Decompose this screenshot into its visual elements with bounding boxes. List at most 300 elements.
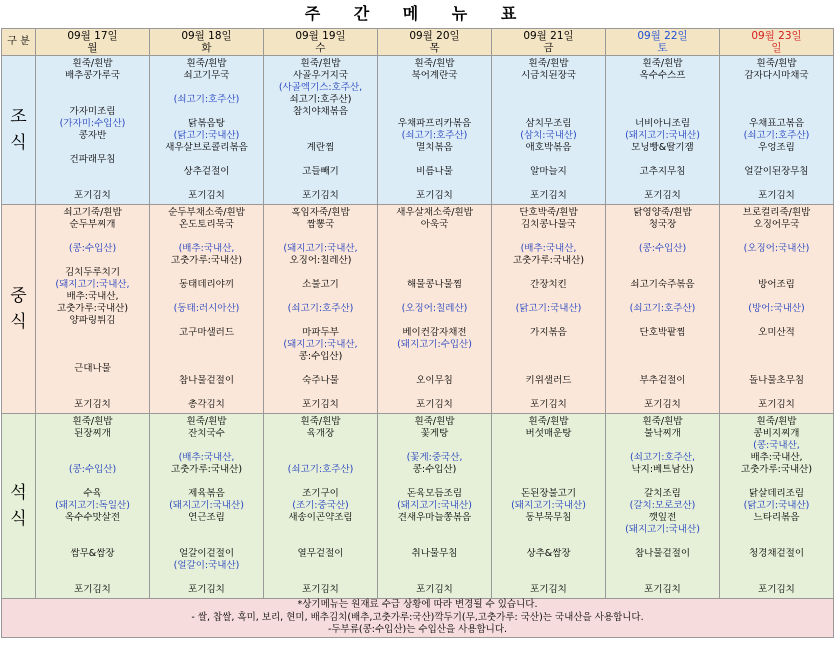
menu-item bbox=[606, 178, 719, 190]
menu-item: 열무겉절이 bbox=[297, 548, 344, 559]
menu-item bbox=[492, 154, 605, 166]
menu-item: (콩:국내산, bbox=[753, 440, 800, 451]
menu-cell bbox=[36, 56, 150, 205]
menu-item: 흰죽/흰밥 bbox=[756, 58, 797, 69]
menu-item: 포기김치 bbox=[758, 584, 795, 595]
menu-item bbox=[150, 476, 263, 488]
menu-item: (돼지고기:국내산) bbox=[511, 500, 586, 511]
menu-item: 김치두루치기 bbox=[64, 267, 121, 278]
menu-cell bbox=[720, 205, 834, 414]
page-title: 주 간 메 뉴 표 bbox=[304, 4, 531, 23]
day-weekday: 금 bbox=[543, 42, 554, 54]
day-header bbox=[264, 29, 378, 56]
menu-item bbox=[606, 291, 719, 303]
menu-item bbox=[492, 339, 605, 351]
menu-item: 간장치킨 bbox=[530, 279, 567, 290]
menu-item bbox=[378, 231, 491, 243]
menu-cell bbox=[264, 414, 378, 599]
menu-item: (꽃게:중국산, bbox=[406, 452, 463, 463]
menu-item bbox=[606, 231, 719, 243]
menu-item bbox=[378, 572, 491, 584]
menu-item bbox=[378, 178, 491, 190]
menu-item: 고춧가루:국내산) bbox=[170, 464, 243, 475]
menu-item: 방어조림 bbox=[758, 279, 795, 290]
menu-item: 포기김치 bbox=[758, 399, 795, 410]
menu-item: 견새우마늘쫑볶음 bbox=[397, 512, 472, 523]
menu-item: 얼갈이된장무침 bbox=[744, 166, 809, 177]
menu-item: 닭영양죽/흰밥 bbox=[633, 207, 692, 218]
menu-item: 오미산적 bbox=[758, 327, 795, 338]
menu-item: 짬뽕국 bbox=[306, 219, 335, 230]
menu-item: 우채표고볶음 bbox=[748, 118, 805, 129]
menu-item bbox=[492, 231, 605, 243]
menu-item: 쌈무&쌈장 bbox=[70, 548, 115, 559]
menu-item bbox=[378, 524, 491, 536]
menu-item: 단호박죽/흰밥 bbox=[519, 207, 578, 218]
menu-item: 흰죽/흰밥 bbox=[414, 416, 455, 427]
menu-item: (갈치:모로코산) bbox=[629, 500, 696, 511]
menu-item: (쇠고기:호주산, bbox=[630, 452, 695, 463]
menu-item bbox=[492, 351, 605, 363]
menu-item: 돈육모듬조림 bbox=[406, 488, 463, 499]
menu-item bbox=[264, 363, 377, 375]
menu-item: 고구마샐러드 bbox=[178, 327, 235, 338]
menu-cell bbox=[378, 56, 492, 205]
menu-item bbox=[720, 291, 833, 303]
menu-item bbox=[264, 118, 377, 130]
menu-item: 양파링튀김 bbox=[69, 315, 116, 326]
menu-item: (동태:러시아산) bbox=[173, 303, 240, 314]
menu-item: 오이무침 bbox=[416, 375, 453, 386]
menu-item bbox=[150, 267, 263, 279]
menu-item: 꽃게탕 bbox=[420, 428, 449, 439]
menu-item: 옥수수스프 bbox=[639, 70, 686, 81]
menu-item bbox=[606, 476, 719, 488]
menu-item: 포기김치 bbox=[74, 190, 111, 201]
menu-item: (콩:수입산) bbox=[638, 243, 687, 254]
menu-item bbox=[378, 363, 491, 375]
footer-note: -두부류(콩:수입산)는 수입산을 사용합니다. bbox=[327, 624, 508, 635]
menu-item: (돼지고기:국내산) bbox=[397, 500, 472, 511]
menu-item: 포기김치 bbox=[644, 190, 681, 201]
menu-item bbox=[378, 476, 491, 488]
menu-cell bbox=[720, 56, 834, 205]
menu-item: (콩:수입산) bbox=[68, 243, 117, 254]
menu-item bbox=[720, 267, 833, 279]
menu-item: 쇠고기:호주산) bbox=[289, 94, 352, 105]
meal-label: 중 식 bbox=[2, 205, 36, 414]
menu-item: 육개장 bbox=[306, 428, 335, 439]
menu-item: 갈치조림 bbox=[644, 488, 681, 499]
menu-item: 연근조림 bbox=[188, 512, 225, 523]
day-date: 09월 18일 bbox=[181, 30, 232, 42]
day-date: 09월 23일 bbox=[751, 30, 802, 42]
menu-item: 새우살브로콜리볶음 bbox=[165, 142, 248, 153]
menu-item: 흰죽/흰밥 bbox=[528, 416, 569, 427]
menu-item bbox=[36, 166, 149, 178]
menu-item: 아욱국 bbox=[420, 219, 449, 230]
menu-item bbox=[36, 327, 149, 339]
menu-item bbox=[492, 387, 605, 399]
menu-item bbox=[36, 524, 149, 536]
menu-item bbox=[720, 82, 833, 94]
day-header bbox=[606, 29, 720, 56]
meal-row bbox=[2, 205, 834, 414]
menu-item: (돼지고기:수입산) bbox=[397, 339, 472, 350]
footer-row bbox=[2, 599, 834, 638]
menu-item bbox=[378, 536, 491, 548]
menu-item: 알마늘지 bbox=[530, 166, 567, 177]
menu-item: 단호박팥찜 bbox=[639, 327, 686, 338]
day-weekday: 화 bbox=[201, 42, 212, 54]
menu-item bbox=[150, 536, 263, 548]
menu-item: 온도토리묵국 bbox=[178, 219, 235, 230]
day-header bbox=[378, 29, 492, 56]
menu-item: 콩:수입산) bbox=[412, 464, 457, 475]
day-date: 09월 19일 bbox=[295, 30, 346, 42]
menu-item bbox=[606, 536, 719, 548]
menu-item: 청국장 bbox=[648, 219, 677, 230]
menu-item bbox=[150, 339, 263, 351]
menu-item bbox=[36, 255, 149, 267]
menu-item: 참치야채볶음 bbox=[292, 106, 349, 117]
menu-cell bbox=[264, 56, 378, 205]
menu-item bbox=[720, 255, 833, 267]
weekly-menu-table bbox=[1, 28, 834, 638]
menu-item: 포기김치 bbox=[530, 190, 567, 201]
menu-item: 상추&쌈장 bbox=[526, 548, 571, 559]
menu-item: 수육 bbox=[83, 488, 102, 499]
menu-item bbox=[150, 524, 263, 536]
menu-item bbox=[606, 351, 719, 363]
menu-item: 흰죽/흰밥 bbox=[300, 58, 341, 69]
menu-item bbox=[150, 231, 263, 243]
menu-item bbox=[264, 560, 377, 572]
menu-item bbox=[36, 339, 149, 351]
menu-item bbox=[378, 440, 491, 452]
menu-item: 포기김치 bbox=[74, 584, 111, 595]
menu-cell bbox=[150, 56, 264, 205]
menu-item: 고춧가루:국내산) bbox=[56, 303, 129, 314]
menu-item bbox=[150, 351, 263, 363]
menu-item: (돼지고기:국내산) bbox=[625, 130, 700, 141]
menu-cell bbox=[36, 205, 150, 414]
menu-item bbox=[150, 82, 263, 94]
menu-item: 쇠고기죽/흰밥 bbox=[63, 207, 122, 218]
menu-item: 오징어무국 bbox=[753, 219, 800, 230]
menu-item bbox=[720, 476, 833, 488]
menu-item bbox=[720, 154, 833, 166]
menu-item: 흰죽/흰밥 bbox=[642, 58, 683, 69]
menu-item bbox=[378, 291, 491, 303]
menu-item bbox=[264, 536, 377, 548]
menu-cell bbox=[606, 56, 720, 205]
menu-item: 동부묵무침 bbox=[525, 512, 572, 523]
menu-item bbox=[720, 363, 833, 375]
menu-item bbox=[720, 572, 833, 584]
menu-item bbox=[36, 387, 149, 399]
menu-item: 배추:국내산, bbox=[750, 452, 803, 463]
menu-item bbox=[606, 267, 719, 279]
menu-item bbox=[720, 560, 833, 572]
menu-item: (돼지고기:국내산, bbox=[283, 339, 358, 350]
menu-item bbox=[150, 387, 263, 399]
menu-item: 포기김치 bbox=[644, 399, 681, 410]
menu-item: (닭고기:국내산) bbox=[173, 130, 240, 141]
menu-item bbox=[492, 363, 605, 375]
menu-item bbox=[606, 106, 719, 118]
menu-item: 흰죽/흰밥 bbox=[414, 58, 455, 69]
menu-cell bbox=[720, 414, 834, 599]
day-header bbox=[492, 29, 606, 56]
day-date: 09월 20일 bbox=[409, 30, 460, 42]
menu-item bbox=[150, 363, 263, 375]
menu-item bbox=[492, 464, 605, 476]
menu-item bbox=[492, 476, 605, 488]
day-date: 09월 17일 bbox=[67, 30, 118, 42]
menu-item bbox=[264, 315, 377, 327]
menu-item: (돼지고기:국내산, bbox=[55, 279, 130, 290]
menu-item: 사골우거지국 bbox=[292, 70, 349, 81]
menu-item bbox=[606, 154, 719, 166]
day-header bbox=[36, 29, 150, 56]
menu-item bbox=[36, 572, 149, 584]
menu-item: 참나물겉절이 bbox=[178, 375, 235, 386]
menu-item: 포기김치 bbox=[302, 584, 339, 595]
menu-item: 흑임자죽/흰밥 bbox=[291, 207, 350, 218]
gubun-header: 구 분 bbox=[2, 29, 36, 56]
menu-item: 쇠고기무국 bbox=[183, 70, 230, 81]
menu-item bbox=[720, 231, 833, 243]
day-weekday: 목 bbox=[429, 42, 440, 54]
menu-item: 고들빼기 bbox=[302, 166, 339, 177]
menu-item: 마파두부 bbox=[302, 327, 339, 338]
menu-item bbox=[264, 291, 377, 303]
menu-item: 김치콩나물국 bbox=[520, 219, 577, 230]
menu-item: (쇠고기:호주산) bbox=[287, 464, 354, 475]
menu-item bbox=[150, 106, 263, 118]
menu-item: 베이컨감자채전 bbox=[402, 327, 467, 338]
menu-item bbox=[378, 106, 491, 118]
menu-item bbox=[720, 536, 833, 548]
day-weekday: 일 bbox=[771, 42, 782, 54]
menu-item bbox=[264, 387, 377, 399]
menu-item bbox=[378, 82, 491, 94]
menu-cell bbox=[606, 414, 720, 599]
menu-item: (돼지고기:국내산) bbox=[169, 500, 244, 511]
menu-item bbox=[36, 82, 149, 94]
menu-item: 고춧가루:국내산) bbox=[512, 255, 585, 266]
menu-item: 포기김치 bbox=[188, 584, 225, 595]
menu-item: (사골엑기스:호주산, bbox=[278, 82, 363, 93]
meal-label: 석 식 bbox=[2, 414, 36, 599]
menu-item: 고춧가루:국내산) bbox=[740, 464, 813, 475]
menu-item: 멸치볶음 bbox=[416, 142, 453, 153]
day-weekday: 월 bbox=[87, 42, 98, 54]
menu-item bbox=[264, 130, 377, 142]
menu-item: 동태데리야끼 bbox=[178, 279, 235, 290]
menu-item: 버섯매운탕 bbox=[525, 428, 572, 439]
menu-item: 흰죽/흰밥 bbox=[528, 58, 569, 69]
menu-item: 흰죽/흰밥 bbox=[186, 416, 227, 427]
menu-item bbox=[378, 255, 491, 267]
day-header bbox=[720, 29, 834, 56]
day-date: 09월 22일 bbox=[637, 30, 688, 42]
menu-item bbox=[378, 315, 491, 327]
menu-item: 감자다시마채국 bbox=[744, 70, 809, 81]
menu-item: 고춧가루:국내산) bbox=[170, 255, 243, 266]
menu-item: 배추콩가루국 bbox=[64, 70, 121, 81]
menu-item: 포기김치 bbox=[530, 399, 567, 410]
menu-item bbox=[492, 178, 605, 190]
menu-item: 포기김치 bbox=[416, 584, 453, 595]
menu-item bbox=[378, 351, 491, 363]
menu-item bbox=[36, 452, 149, 464]
menu-item: (배추:국내산, bbox=[520, 243, 577, 254]
footer-note: - 쌀, 찹쌀, 흑미, 보리, 현미, 배추김치(배추,고춧가루:국산)깍두기(무,고춧가루: 국산)는 국내산을 사용합니다. bbox=[191, 611, 644, 623]
meal-label: 조 식 bbox=[2, 56, 36, 205]
menu-item: 돌나물초무침 bbox=[748, 375, 805, 386]
menu-item: 닭볶음탕 bbox=[188, 118, 225, 129]
menu-item bbox=[606, 440, 719, 452]
menu-item bbox=[720, 106, 833, 118]
menu-item bbox=[492, 82, 605, 94]
menu-item: 새송이곤약조림 bbox=[288, 512, 353, 523]
footer-notes bbox=[2, 599, 834, 638]
menu-item: 포기김치 bbox=[74, 399, 111, 410]
menu-item: 얼갈이겉절이 bbox=[178, 548, 235, 559]
menu-item: (가자미:수입산) bbox=[59, 118, 126, 129]
menu-item bbox=[378, 94, 491, 106]
menu-item: 모닝빵&딸기잼 bbox=[631, 142, 694, 153]
menu-cell bbox=[36, 414, 150, 599]
menu-item: 제육볶음 bbox=[188, 488, 225, 499]
menu-item bbox=[720, 94, 833, 106]
menu-item: 해물콩나물찜 bbox=[406, 279, 463, 290]
menu-item: 상추겉절이 bbox=[183, 166, 230, 177]
menu-item bbox=[720, 315, 833, 327]
menu-item bbox=[36, 560, 149, 572]
menu-item: 우채파프리카볶음 bbox=[397, 118, 472, 129]
menu-item bbox=[492, 524, 605, 536]
menu-item: (배추:국내산, bbox=[178, 452, 235, 463]
menu-item bbox=[492, 291, 605, 303]
menu-item: (쇠고기:호주산) bbox=[173, 94, 240, 105]
menu-item: 근대나물 bbox=[74, 363, 111, 374]
menu-item: 비름나물 bbox=[416, 166, 453, 177]
menu-item: 포기김치 bbox=[302, 190, 339, 201]
menu-item bbox=[606, 387, 719, 399]
menu-item: 소불고기 bbox=[302, 279, 339, 290]
menu-item: 포기김치 bbox=[758, 190, 795, 201]
menu-item bbox=[606, 363, 719, 375]
menu-item bbox=[150, 154, 263, 166]
menu-cell bbox=[150, 414, 264, 599]
menu-item bbox=[264, 267, 377, 279]
menu-item bbox=[150, 178, 263, 190]
menu-item: 새우살채소죽/흰밥 bbox=[396, 207, 473, 218]
menu-cell bbox=[378, 414, 492, 599]
menu-item: 깻잎전 bbox=[648, 512, 677, 523]
menu-item: 우엉조림 bbox=[758, 142, 795, 153]
menu-item bbox=[36, 476, 149, 488]
menu-item bbox=[36, 440, 149, 452]
menu-item: (돼지고기:국내산, bbox=[283, 243, 358, 254]
menu-item bbox=[264, 178, 377, 190]
menu-item bbox=[606, 255, 719, 267]
menu-item bbox=[720, 351, 833, 363]
menu-item: 참나물겉절이 bbox=[634, 548, 691, 559]
menu-item bbox=[36, 142, 149, 154]
menu-item: 콩비지찌개 bbox=[753, 428, 800, 439]
menu-item bbox=[492, 560, 605, 572]
menu-item bbox=[150, 440, 263, 452]
menu-item bbox=[264, 572, 377, 584]
day-weekday: 토 bbox=[657, 42, 668, 54]
menu-item: 건파래무침 bbox=[69, 154, 116, 165]
menu-item: 취나물무침 bbox=[411, 548, 458, 559]
menu-item bbox=[492, 536, 605, 548]
menu-item: (삼치:국내산) bbox=[520, 130, 577, 141]
menu-item: 가지볶음 bbox=[530, 327, 567, 338]
menu-item bbox=[720, 339, 833, 351]
menu-cell bbox=[492, 56, 606, 205]
menu-item bbox=[378, 243, 491, 255]
menu-item: 계란찜 bbox=[306, 142, 335, 153]
menu-item: 콩자반 bbox=[78, 130, 107, 141]
menu-item bbox=[150, 572, 263, 584]
menu-item bbox=[36, 375, 149, 387]
menu-item: 느타리볶음 bbox=[753, 512, 800, 523]
menu-item bbox=[378, 387, 491, 399]
menu-item: 흰죽/흰밥 bbox=[72, 58, 113, 69]
menu-item bbox=[492, 106, 605, 118]
menu-item: 부추겉절이 bbox=[639, 375, 686, 386]
menu-item bbox=[36, 94, 149, 106]
menu-item bbox=[492, 572, 605, 584]
menu-item bbox=[264, 452, 377, 464]
menu-item: 흰죽/흰밥 bbox=[300, 416, 341, 427]
menu-item: 가자미조림 bbox=[69, 106, 116, 117]
menu-item bbox=[492, 315, 605, 327]
menu-item bbox=[606, 82, 719, 94]
menu-item: 포기김치 bbox=[416, 190, 453, 201]
menu-item bbox=[264, 524, 377, 536]
menu-item bbox=[720, 178, 833, 190]
menu-item: 애호박볶음 bbox=[525, 142, 572, 153]
menu-item bbox=[492, 267, 605, 279]
menu-item: (콩:수입산) bbox=[68, 464, 117, 475]
meal-row bbox=[2, 414, 834, 599]
day-date: 09월 21일 bbox=[523, 30, 574, 42]
menu-item: (배추:국내산, bbox=[178, 243, 235, 254]
menu-item: 브로컬리죽/흰밥 bbox=[742, 207, 811, 218]
menu-item bbox=[36, 351, 149, 363]
menu-item bbox=[606, 572, 719, 584]
menu-item bbox=[264, 154, 377, 166]
menu-item: 포기김치 bbox=[188, 190, 225, 201]
menu-item: 조기구이 bbox=[302, 488, 339, 499]
menu-item: 잔치국수 bbox=[188, 428, 225, 439]
menu-cell bbox=[492, 414, 606, 599]
menu-item: (쇠고기:호주산) bbox=[743, 130, 810, 141]
menu-item: 흰죽/흰밥 bbox=[72, 416, 113, 427]
meal-row bbox=[2, 56, 834, 205]
menu-item: 삼치무조림 bbox=[525, 118, 572, 129]
menu-item bbox=[150, 315, 263, 327]
menu-item: (오징어:칠레산) bbox=[401, 303, 468, 314]
day-header bbox=[150, 29, 264, 56]
